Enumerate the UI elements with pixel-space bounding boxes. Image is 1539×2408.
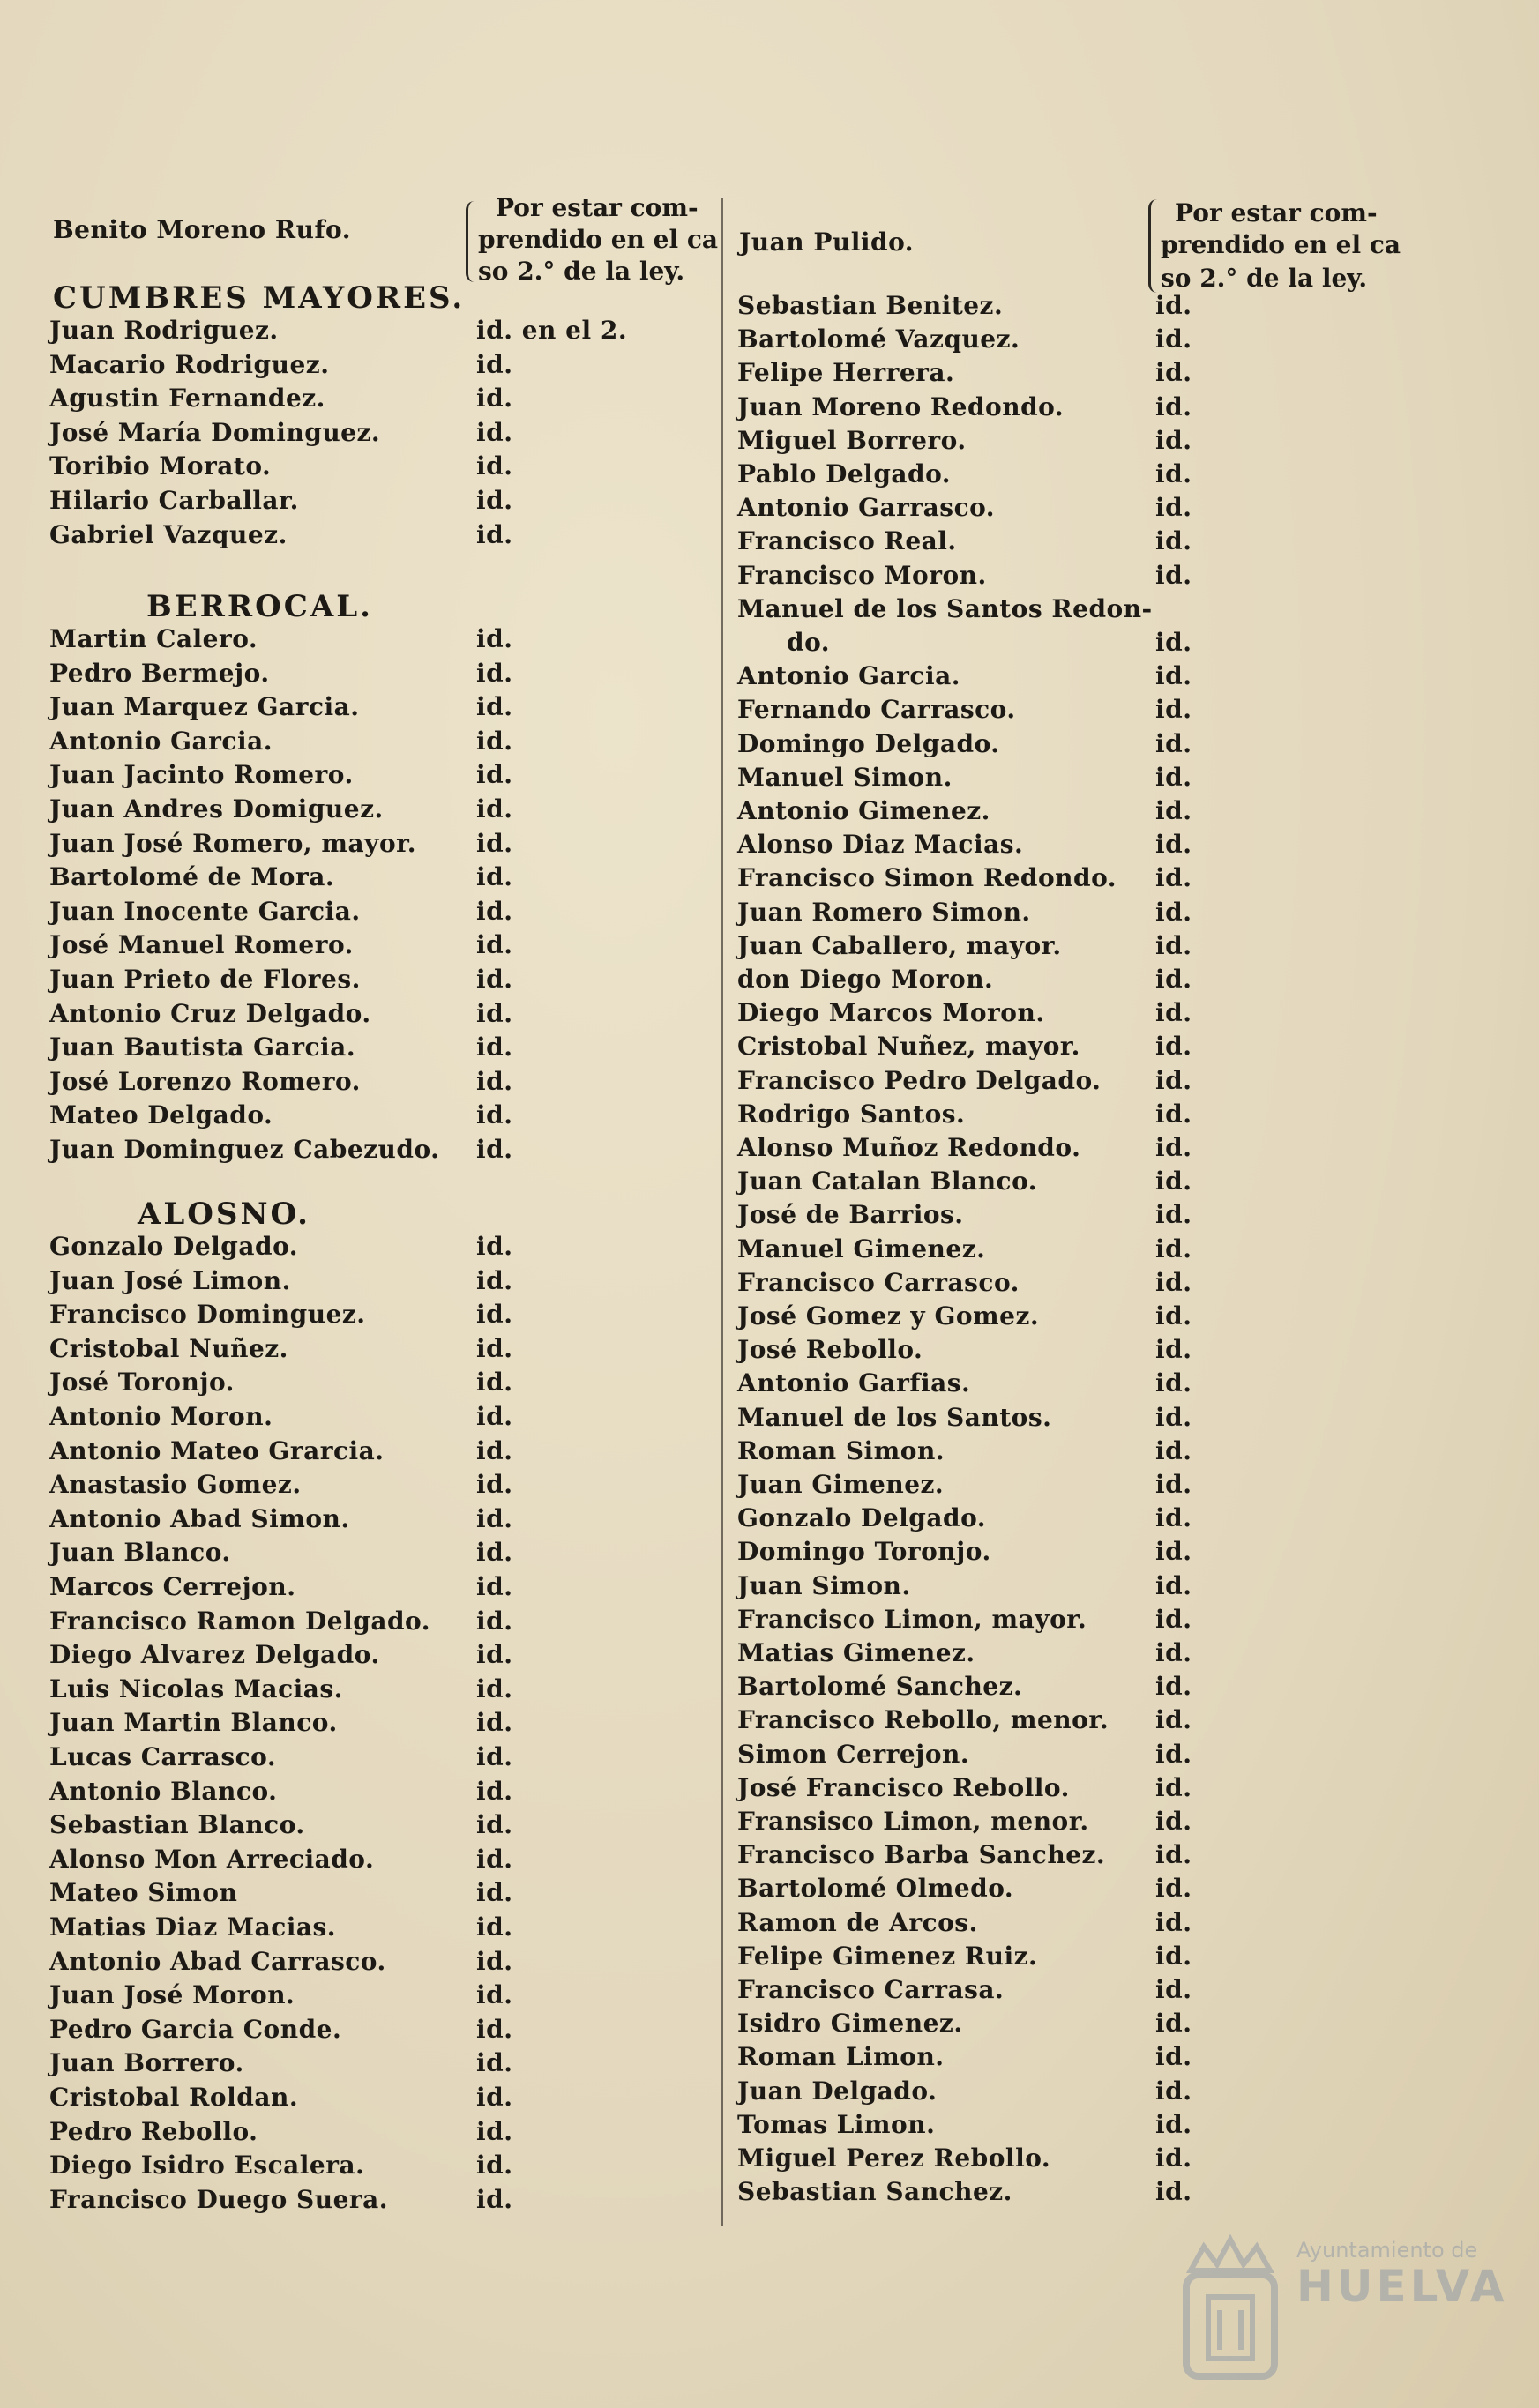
entry-status: id. [1155,493,1192,523]
entry-status: id. [1155,560,1192,590]
entry-status: id. [476,451,513,481]
entry-status: id. [1155,1435,1192,1465]
entry-name: Francisco Carrasa. [737,1975,1005,2004]
entry-status: id. [476,1368,513,1398]
entry-name: Pablo Delgado. [737,459,952,488]
entry-name: Pedro Rebollo. [49,2116,258,2146]
entry-status: id. [1155,358,1192,388]
entry-name: Juan Dominguez Cabezudo. [49,1135,440,1164]
entry-name: José de Barrios. [737,1200,964,1230]
entry-name: Diego Marcos Moron. [737,998,1045,1028]
entry-name: Toribio Morato. [49,451,272,481]
entry-status: id. [476,794,513,824]
entry-status: id. [1155,830,1192,860]
entry-status: id. [476,726,513,756]
entry-name: Francisco Dominguez. [49,1300,366,1330]
entry-status: id. [1155,2109,1192,2139]
entry-name: Alonso Muñoz Redondo. [737,1133,1081,1162]
entry-name: Bartolomé de Mora. [49,862,335,892]
entry-status: id. [1155,1368,1192,1398]
entry-status: id. [1155,998,1192,1028]
entry-status: id. [476,998,513,1028]
entry-name: Antonio Garcia. [737,661,960,691]
entry-status: id. [1155,930,1192,960]
entry-status: id. [476,1640,513,1670]
entry-status: id. [1155,425,1192,455]
entry-status: id. [1155,1604,1192,1634]
column-divider [721,198,723,2226]
entry-status: id. [476,1606,513,1636]
entry-status: id. [476,1776,513,1806]
entry-status: id. [1155,1705,1192,1735]
entry-name: Isidro Gimenez. [737,2009,963,2039]
entry-name: Ramon de Arcos. [737,1907,978,1937]
entry-name: Felipe Gimenez Ruiz. [737,1941,1038,1971]
entry-status: id. [1155,1840,1192,1870]
entry-status: id. [476,692,513,722]
entry-status: id. [1155,1470,1192,1499]
entry-name: Francisco Moron. [737,560,987,590]
entry-name: Juan Romero Simon. [737,897,1031,927]
entry-status: id. [476,2048,513,2078]
entry-name: Juan José Moron. [49,1980,295,2010]
document-page: Benito Moreno Rufo. Por estar com- prendido en el ca so 2.° de la ley. Juan Pulido. Por estar com- prendido en el ca so 2.° de la ley. CUMBRES MAYORES. Juan Rodriguez. id. en el 2. Macario Rodriguez. id. Agustin Fernandez. id. José María Dominguez. id. Toribio Morato. id. Hilario Carballar. id. Gabriel Vazquez. id. BERROCAL. Martin Calero. id. Pedro Bermejo. id. Juan Marquez Garcia. id. Antonio Garcia. id. Juan Jacinto Romero. id. Juan Andres Domiguez. id. Juan José Romero, mayor. id. Bartolomé de Mora. id. Juan Inocente Garcia. id. José Manuel Romero. id. Juan Prieto de Flores. id. Antonio Cruz Delgado. id. Juan Bautista Garcia. id. José Lorenzo Romero. id. Mateo Delgado. id. Juan Dominguez Cabezudo. id. ALOSNO. Gonzalo Delgado. id. Juan José Limon. id. Francisco Dominguez. id. Cristobal Nuñez. id. José Toronjo. id. Antonio Moron. id. Antonio Mateo Grarcia. id. Anastasio Gomez. id. Antonio Abad Simon. id. Juan Blanco. id. Marcos Cerrejon. id. Francisco Ramon Delgado. id. Diego Alvarez Delgado. id. Luis Nicolas Macias. id. Juan Martin Blanco. id. Lucas Carrasco. id. Antonio Blanco. id. Sebastian Blanco. id. Alonso Mon Arreciado. id. Mateo Simon id. Matias Diaz Macias. id. Antonio Abad Carrasco. id. Juan José Moron. id. Pedro Garcia Conde. id. Juan Borrero. id. Cristobal Roldan. id. Pedro Rebollo. id. Diego Isidro Escalera. id. Francisco Duego Suera. id. Sebastian Benitez. id. Bartolomé Vazquez. id. Felipe Herrera. id. Juan Moreno Redondo. id. Miguel Borrero. id. Pablo Delgado. id. Antonio Garrasco. id. Francisco Real. id. Francisco Moron. id. Manuel de los Santos Redon- do. id. Antonio Garcia. id. Fernando Carrasco. id. Domingo Delgado. id. Manuel Simon. id. Antonio Gimenez. id. Alonso Diaz Macias. id. Francisco Simon Redondo. id. Juan Romero Simon. id. Juan Caballero, mayor. id. don Diego Moron. id. Diego Marcos Moron. id. Cristobal Nuñez, mayor. id. Francisco Pedro Delgado. id. Rodrigo Santos. id. Alonso Muñoz Redondo. id. Juan Catalan Blanco. id. José de Barrios. id. Manuel Gimenez. id. Francisco Carrasco. id. José Gomez y Gomez. id. José Rebollo. id. Antonio Garfias. id. Manuel de los Santos. id. Roman Simon. id. Juan Gimenez. id. Gonzalo Delgado. id. Domingo Toronjo. id. Juan Simon. id. Francisco Limon, mayor. id. Matias Gimenez. id. Bartolomé Sanchez. id. Francisco Rebollo, menor. id. Simon Cerrejon. id. José Francisco Rebollo. id. Fransisco Limon, menor. id. Francisco Barba Sanchez. id. Bartolomé Olmedo. id. Ramon de Arcos. id. Felipe Gimenez Ruiz. id. Francisco Carrasa. id. Isidro Gimenez. id. Roman Limon. id. Juan Delgado. id. Tomas Limon. id. Miguel Perez Rebollo. id. Sebastian Sanchez. id. Ayuntamiento de HUELVA [0,0,1539,2408]
entry-status: id. [476,486,513,515]
entry-name: Diego Isidro Escalera. [49,2151,365,2181]
entry-name: Mateo Delgado. [49,1100,273,1130]
entry-name: Juan José Romero, mayor. [49,828,417,858]
entry-status: id. [1155,628,1192,657]
entry-name: Gabriel Vazquez. [49,519,288,549]
entry-status: id. [476,2083,513,2112]
entry-status: id. [476,2184,513,2214]
entry-status: id. [1155,2143,1192,2173]
entry-status: id. [1155,796,1192,825]
entry-name: José Rebollo. [737,1335,923,1365]
huelva-watermark-logo [1169,2231,1508,2389]
entry-status: id. [1155,1335,1192,1365]
entry-status: id. [476,1742,513,1771]
entry-name: Antonio Garcia. [49,726,273,756]
entry-name: Antonio Abad Carrasco. [49,1946,386,1976]
entry-status: id. [1155,526,1192,556]
section-heading: BERROCAL. [146,589,373,624]
entry-status: id. [1155,1638,1192,1667]
entry-name: Juan Blanco. [49,1538,231,1568]
entry-name: Cristobal Nuñez, mayor. [737,1032,1080,1062]
entry-status: id. [476,862,513,892]
entry-status: id. [476,1810,513,1840]
entry-name: Antonio Mateo Grarcia. [49,1435,385,1465]
entry-status: id. [476,965,513,994]
entry-status: id. [476,384,513,414]
entry-status: id. [476,1503,513,1533]
entry-name: Antonio Gimenez. [737,796,990,825]
entry-name: Tomas Limon. [737,2109,936,2139]
entry-name: José Toronjo. [49,1368,235,1398]
header-left-note-3: so 2.° de la ley. [478,257,685,286]
entry-name: Francisco Ramon Delgado. [49,1606,430,1636]
entry-status: id. [1155,1200,1192,1230]
entry-status: id. [476,1980,513,2010]
entry-name: José María Dominguez. [49,417,381,447]
entry-name: Fernando Carrasco. [737,695,1016,725]
entry-name: don Diego Moron. [737,965,994,994]
entry-status: id. [1155,1402,1192,1432]
entry-status: id. [476,828,513,858]
entry-name: Francisco Duego Suera. [49,2184,389,2214]
entry-name: José Lorenzo Romero. [49,1066,361,1096]
watermark-line2: HUELVA [1296,2261,1508,2312]
header-left-note-2: prendido en el ca [478,225,719,254]
entry-name: Gonzalo Delgado. [737,1503,987,1533]
entry-status: id. [476,1912,513,1942]
entry-status: id. [476,658,513,688]
header-left-note-1: Por estar com- [496,193,699,222]
entry-name: Juan Martin Blanco. [49,1708,338,1738]
crest-icon [1169,2231,1292,2389]
entry-name: Juan Rodriguez. [49,316,279,345]
entry-name: Luis Nicolas Macias. [49,1674,343,1703]
entry-status: id. [476,1674,513,1703]
entry-name: Antonio Abad Simon. [49,1503,350,1533]
entry-name: Domingo Delgado. [737,728,1000,758]
entry-status: id. [476,1538,513,1568]
section-heading: ALOSNO. [138,1197,310,1232]
entry-name: Manuel Simon. [737,762,953,792]
entry-name: Roman Limon. [737,2042,945,2072]
entry-status: id. [476,1333,513,1363]
entry-name: Francisco Real. [737,526,957,556]
entry-status: id. [1155,728,1192,758]
entry-status: id. [1155,1739,1192,1769]
entry-status: id. [1155,2177,1192,2207]
entry-status: id. [1155,863,1192,893]
entry-status: id. [476,1708,513,1738]
entry-name: Juan Borrero. [49,2048,244,2078]
entry-name: Manuel de los Santos Redon- [737,593,1153,623]
entry-name: Juan Simon. [737,1570,911,1600]
entry-name: Anastasio Gomez. [49,1470,302,1500]
entry-name: Francisco Pedro Delgado. [737,1065,1102,1095]
entry-name: Matias Gimenez. [737,1638,975,1667]
entry-status: id. [476,1435,513,1465]
header-right-note-2: prendido en el ca [1161,230,1401,259]
entry-name: Cristobal Roldan. [49,2083,299,2112]
entry-name: Manuel de los Santos. [737,1402,1052,1432]
entry-status: id. [1155,1267,1192,1297]
entry-status: id. [1155,1975,1192,2004]
entry-name: Diego Alvarez Delgado. [49,1640,380,1670]
entry-status: id. [1155,1167,1192,1197]
entry-status: id. [1155,1874,1192,1904]
entry-name: Antonio Moron. [49,1402,273,1431]
entry-name: Martin Calero. [49,624,258,653]
entry-status: id. [476,1135,513,1164]
entry-status: id. [476,1033,513,1062]
entry-status: id. [1155,897,1192,927]
entry-status: id. [476,1100,513,1130]
entry-status: id. [476,1232,513,1261]
watermark-line1: Ayuntamiento de [1296,2238,1478,2263]
entry-name: Juan Jacinto Romero. [49,760,354,790]
entry-name: Rodrigo Santos. [737,1099,966,1129]
entry-status: id. [1155,2076,1192,2106]
right-column [737,0,1496,2408]
entry-status: id. [1155,695,1192,725]
entry-name: Felipe Herrera. [737,358,955,388]
entry-status: id. [1155,1537,1192,1567]
entry-status: id. [476,417,513,447]
entry-status: id. [1155,1032,1192,1062]
entry-status: id. [1155,1570,1192,1600]
entry-status: id. [1155,1301,1192,1331]
entry-status: id. [1155,661,1192,691]
entry-name: Juan Marquez Garcia. [49,692,360,722]
entry-name: Fransisco Limon, menor. [737,1807,1089,1836]
entry-name: Alonso Diaz Macias. [737,830,1024,860]
entry-status: id. [1155,1234,1192,1264]
entry-status: id. [476,1265,513,1295]
entry-name: Sebastian Benitez. [737,291,1004,320]
entry-status: id. [476,1470,513,1500]
entry-status: id. [1155,1133,1192,1162]
entry-name: Matias Diaz Macias. [49,1912,337,1942]
header-right-note-1: Por estar com- [1175,198,1378,227]
section-heading: CUMBRES MAYORES. [53,280,466,316]
entry-name: Hilario Carballar. [49,486,299,515]
entry-name: Pedro Bermejo. [49,658,270,688]
entry-name: Lucas Carrasco. [49,1742,277,1771]
left-column [49,0,684,2408]
entry-status: id. [476,2116,513,2146]
entry-status: id. [1155,1672,1192,1702]
entry-name: Francisco Carrasco. [737,1267,1020,1297]
entry-status: id. [476,2151,513,2181]
entry-name: Marcos Cerrejon. [49,1572,296,1601]
entry-name: do. [787,628,831,657]
entry-name: Francisco Simon Redondo. [737,863,1117,893]
entry-name: Alonso Mon Arreciado. [49,1844,375,1874]
entry-name: Juan Catalan Blanco. [737,1167,1038,1197]
entry-name: Juan Inocente Garcia. [49,896,361,926]
entry-status: id. [476,519,513,549]
entry-status: id. [476,1844,513,1874]
entry-status: id. [476,896,513,926]
entry-status: id. [476,1066,513,1096]
entry-name: Sebastian Blanco. [49,1810,305,1840]
entry-name: Agustin Fernandez. [49,384,325,414]
entry-name: José Manuel Romero. [49,930,354,960]
entry-name: Juan Delgado. [737,2076,938,2106]
entry-name: Miguel Borrero. [737,425,967,455]
entry-status: id. [1155,1807,1192,1836]
entry-name: Antonio Cruz Delgado. [49,998,371,1028]
entry-status: id. [476,1878,513,1908]
entry-status: id. [1155,459,1192,488]
entry-name: Macario Rodriguez. [49,349,330,379]
entry-name: Antonio Garrasco. [737,493,996,523]
entry-name: Bartolomé Olmedo. [737,1874,1014,1904]
entry-status: id. [476,760,513,790]
entry-name: Juan Caballero, mayor. [737,930,1062,960]
entry-name: Antonio Blanco. [49,1776,278,1806]
entry-name: Juan Moreno Redondo. [737,391,1065,421]
entry-name: Francisco Rebollo, menor. [737,1705,1109,1735]
entry-name: Simon Cerrejon. [737,1739,970,1769]
entry-name: Francisco Barba Sanchez. [737,1840,1106,1870]
entry-status: id. [1155,965,1192,994]
entry-status: id. en el 2. [476,316,628,345]
entry-status: id. [1155,2042,1192,2072]
entry-status: id. [1155,1099,1192,1129]
entry-name: José Francisco Rebollo. [737,1772,1070,1802]
entry-name: Pedro Garcia Conde. [49,2014,342,2044]
entry-name: Francisco Limon, mayor. [737,1604,1087,1634]
entry-status: id. [476,930,513,960]
entry-status: id. [476,349,513,379]
entry-name: Mateo Simon [49,1878,238,1908]
entry-status: id. [476,624,513,653]
entry-status: id. [476,1946,513,1976]
entry-name: Juan José Limon. [49,1265,291,1295]
header-right-note-3: so 2.° de la ley. [1161,264,1368,293]
entry-status: id. [1155,1503,1192,1533]
entry-status: id. [1155,2009,1192,2039]
entry-status: id. [1155,291,1192,320]
entry-status: id. [476,1300,513,1330]
entry-status: id. [1155,1941,1192,1971]
entry-name: Domingo Toronjo. [737,1537,991,1567]
entry-name: Roman Simon. [737,1435,945,1465]
entry-status: id. [476,1402,513,1431]
entry-name: Juan Andres Domiguez. [49,794,384,824]
entry-name: José Gomez y Gomez. [737,1301,1040,1331]
entry-name: Manuel Gimenez. [737,1234,986,1264]
entry-name: Bartolomé Sanchez. [737,1672,1023,1702]
entry-name: Gonzalo Delgado. [49,1232,299,1261]
entry-name: Juan Bautista Garcia. [49,1033,356,1062]
entry-name: Antonio Garfias. [737,1368,971,1398]
entry-status: id. [1155,1907,1192,1937]
entry-status: id. [1155,1065,1192,1095]
entry-name: Juan Prieto de Flores. [49,965,361,994]
entry-name: Juan Gimenez. [737,1470,945,1499]
entry-name: Miguel Perez Rebollo. [737,2143,1051,2173]
entry-name: Cristobal Nuñez. [49,1333,288,1363]
entry-name: Sebastian Sanchez. [737,2177,1012,2207]
entry-status: id. [1155,762,1192,792]
entry-status: id. [1155,1772,1192,1802]
entry-status: id. [476,1572,513,1601]
entry-status: id. [1155,324,1192,354]
entry-status: id. [476,2014,513,2044]
entry-status: id. [1155,391,1192,421]
entry-name: Bartolomé Vazquez. [737,324,1020,354]
